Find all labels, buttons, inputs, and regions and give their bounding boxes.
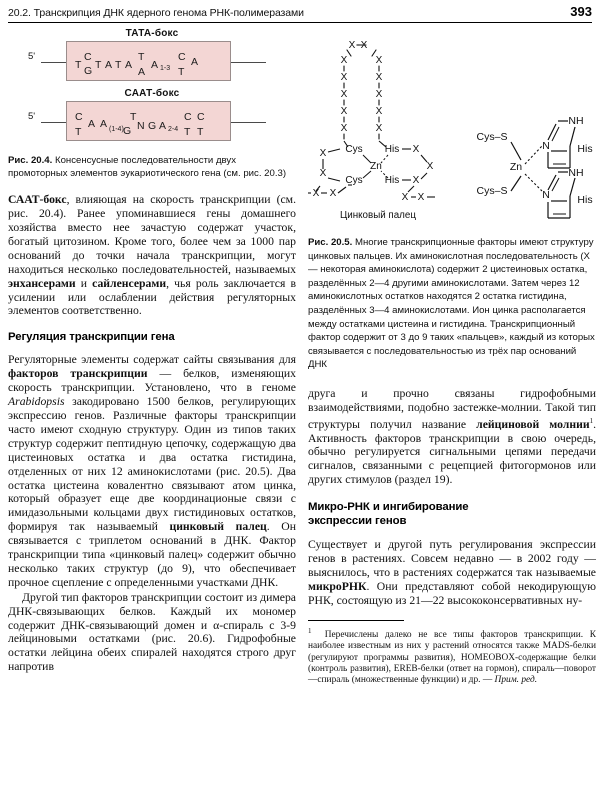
- caat-base-0: C: [75, 111, 83, 123]
- running-head: [8, 4, 592, 24]
- cys-s-label: Cys–S: [476, 131, 508, 143]
- footnote-body: Перечислены далеко не все типы факторов транскрипции. К наиболее известным из них у растений относятся также MADS-белки (регулируют программы развития), HOMEOBOX-содержащие белки (контроль развития), EREB-белки (ответ на гормон), спираль—поворот—спираль (множественные функции) и др. —: [308, 629, 597, 686]
- running-head-title: 20.2. Транскрипция ДНК ядерного генома РНК-полимеразами: [8, 7, 304, 19]
- tata-base-11: C: [178, 51, 186, 63]
- tata-base-12: T: [178, 66, 185, 78]
- left-p1-c: , чья роль заключается в усилении или ослаблении действия регуляторных элементов соответственно.: [8, 276, 296, 318]
- x-residue-icon: X: [375, 55, 383, 66]
- x-residue-icon: X: [340, 89, 348, 100]
- section-heading-microrna-line1: Микро-РНК и ингибирование: [308, 501, 469, 514]
- his-residue-label: His: [577, 194, 593, 206]
- caat-base-3: A: [100, 118, 108, 130]
- caat-base-8: G: [148, 120, 157, 132]
- tata-box-block: [8, 28, 296, 81]
- figure-20-5-caption-text: Многие транскрипционные факторы имеют структуру цинковых пальцев. Их аминокислотная последовательность (X — некоторая аминокислота) содержит 2 цистеиновых остатка, разделённых 2—4 другими аминокислотами. Затем через 12 аминокислотных остатков находятся 2 остатка гистидина, разделённых 3—4 аминокислотами. Ион цинка располагается между остатками цистеина и гистидина. Транскрипционный фактор содержит от 3 до 9 таких «пальцев», каждый из которых связывается с последовательностью из трёх пар оснований ДНК: [308, 237, 595, 371]
- tata-base-8: A: [138, 66, 146, 78]
- x-residue-icon: X: [417, 192, 425, 203]
- caat-base-5: G: [123, 125, 132, 137]
- tata-five-prime-label: 5': [28, 51, 36, 62]
- transcription-factors-term: факторов транскрипции: [8, 367, 148, 381]
- x-residue-icon: X: [319, 168, 327, 179]
- footnote-block: [308, 620, 596, 687]
- figure-20-5-caption: [308, 236, 596, 372]
- nh-label: NH: [568, 167, 584, 179]
- section-heading-microrna-line2: экспрессии генов: [308, 515, 407, 528]
- nh-label: NH: [568, 115, 584, 127]
- x-residue-icon: X: [375, 89, 383, 100]
- x-residue-icon: X: [412, 175, 420, 186]
- left-p3: Другой тип факторов транскрипции состоит из димера ДНК-связывающих белков. Каждый их мономер содержит ДНК-связывающий домен и α-спираль с 3-9 лейциновыми остатками (рис. 20.6). Гидрофобные остатки лейцина обеих спиралей находятся строго друг напротив: [8, 590, 296, 674]
- left-p2-b: — белков, изменяющих скорость транскрипции. Установлено, что в геноме: [8, 367, 296, 395]
- figure-20-4-caption-label: Рис. 20.4.: [8, 155, 53, 166]
- tata-base-13: A: [191, 56, 199, 68]
- caat-base-14: T: [197, 126, 204, 138]
- caat-base-13: T: [184, 126, 191, 138]
- caat-base-9: A: [159, 120, 167, 132]
- x-residue-icon: X: [360, 40, 368, 51]
- caat-base-6: T: [130, 111, 137, 123]
- tata-box-row: [8, 41, 296, 81]
- left-p2-a: Регуляторные элементы содержат сайты связывания для: [8, 353, 296, 367]
- caat-base-2: A: [88, 118, 96, 130]
- caat-base-10: 2-4: [168, 126, 179, 133]
- right-paragraph-1: [308, 387, 596, 487]
- tata-base-4: A: [105, 59, 113, 71]
- x-residue-icon: X: [375, 123, 383, 134]
- tata-base-5: T: [115, 59, 122, 71]
- zinc-finger-diagram: [308, 28, 596, 228]
- caat-five-prime-label: 5': [28, 111, 36, 122]
- left-paragraph-2: [8, 353, 296, 589]
- right-p2-b: . Они представляют собой некодирующую РНК, состоящую из 21—22 высококонсервативных ну-: [308, 579, 596, 607]
- x-residue-icon: X: [340, 123, 348, 134]
- x-residue-icon: X: [340, 106, 348, 117]
- figure-20-4: [8, 28, 296, 146]
- left-p2-d: . Он связывается с триплетом оснований в ДНК. Фактор транскрипции типа «цинковый палец» содержит обычно несколько таких структур (до 9), что обеспечивает прочное сцепление с определенными участками ДНК.: [8, 520, 296, 589]
- figure-20-4-caption-text: Консенсусные последовательности двух промоторных элементов эукариотического гена (см. рис. 20.3): [8, 155, 287, 179]
- footnote-marker: 1: [308, 626, 312, 635]
- footnote-text: [308, 626, 596, 687]
- zinc-atom-label: Zn: [370, 161, 382, 172]
- tata-sequence-letters: [67, 42, 232, 82]
- microrna-term: микроРНК: [308, 579, 367, 593]
- header-divider: [8, 22, 592, 23]
- tata-base-0: T: [75, 59, 82, 71]
- caat-base-7: N: [137, 120, 145, 132]
- left-p2-c: закодировано 1500 белков, регулирующих экспрессию генов. Различные факторы транскрипции часто имеют сходную структуру. Один из типов таких структур содержит пептидную цепочку, содержащую два цистеиновых остатка и два остатка гистидина, отделенных от них 12 аминокислотами (рис. 20.5). Два остатка цистеина ковалентно связывают атом цинка, который образует еще две координационые связи с имидазольными кольцами двух гистидиновых остатков, формируя так называемый: [8, 395, 296, 534]
- x-residue-icon: X: [329, 188, 337, 199]
- caat-base-4: (1-4): [109, 126, 124, 133]
- section-heading-microrna: [308, 500, 596, 528]
- x-residue-icon: X: [375, 72, 383, 83]
- his-residue-label: His: [577, 143, 593, 155]
- zinc-finger-caption-label: Цинковый палец: [340, 210, 416, 221]
- right-paragraph-2: [308, 538, 596, 608]
- left-paragraph-1: [8, 193, 296, 318]
- caat-base-1: T: [75, 126, 82, 138]
- tata-strand-left: [41, 62, 67, 63]
- x-residue-icon: X: [340, 55, 348, 66]
- his-residue-label: His: [384, 144, 400, 155]
- page-number: 393: [570, 4, 592, 19]
- silencers-term: сайленсерами: [92, 276, 167, 290]
- arabidopsis-term: Arabidopsis: [8, 395, 65, 409]
- tata-strand-right: [230, 62, 266, 63]
- left-column: [8, 28, 296, 674]
- tata-box-title: ТАТА-бокс: [125, 28, 179, 39]
- zinc-atom-label: Zn: [509, 161, 523, 173]
- cys-s-label: Cys–S: [476, 185, 508, 197]
- nitrogen-label: N: [542, 140, 550, 152]
- caat-base-11: C: [184, 111, 192, 123]
- caat-strand-left: [41, 122, 67, 123]
- tata-base-2: G: [84, 65, 93, 77]
- x-residue-icon: X: [340, 72, 348, 83]
- nitrogen-label: N: [542, 189, 550, 201]
- tata-base-1: C: [84, 51, 92, 63]
- caat-box-block: [8, 88, 296, 141]
- right-p1-b: . Активность факторов транскрипции в свою очередь, обычно регулируется сигнальными цепями передачи сигналов, связанными с рецепцией фитогормонов или других стимулов (раздел 19).: [308, 417, 596, 487]
- right-p1-a: друга и прочно связаны гидрофобными взаимодействиями, подобно застежке-молнии. Такой тип структуры получил название: [308, 386, 596, 431]
- right-p2-a: Существует и другой путь регулирования экспрессии генов в растениях. Совсем недавно — в 2002 году — выяснилось, что в растениях содержатся так называемые: [308, 538, 596, 579]
- section-heading-gene-transcription-regulation: Регуляция транскрипции гена: [8, 331, 175, 344]
- cys-residue-label: Cys: [345, 175, 363, 186]
- tata-base-10: 1-3: [160, 65, 171, 72]
- footnote-divider: [308, 620, 404, 621]
- right-column: [308, 28, 596, 687]
- caat-box-title: СААТ-бокс: [124, 88, 180, 99]
- x-residue-icon: X: [312, 188, 320, 199]
- enhancers-term: энхансерами: [8, 276, 76, 290]
- x-residue-icon: X: [319, 148, 327, 159]
- x-residue-icon: X: [412, 144, 420, 155]
- figure-20-5-artwork: [308, 28, 596, 228]
- caat-sequence-letters: [67, 102, 232, 142]
- cys-residue-label: Cys: [345, 144, 363, 155]
- caat-box-term: СААТ-бокс: [8, 193, 67, 207]
- his-residue-label: His: [384, 175, 400, 186]
- caat-strand-right: [230, 122, 266, 123]
- caat-box-rect: [66, 101, 231, 141]
- tata-box-rect: [66, 41, 231, 81]
- x-residue-icon: X: [426, 161, 434, 172]
- figure-20-4-caption: [8, 155, 296, 180]
- x-residue-icon: X: [401, 192, 409, 203]
- leucine-zipper-term: лейциновой молнии: [476, 417, 590, 431]
- tata-base-3: T: [95, 59, 102, 71]
- tata-base-7: T: [138, 51, 145, 63]
- tata-base-6: A: [125, 59, 133, 71]
- footnote-reference[interactable]: 1: [589, 416, 594, 425]
- tata-base-9: A: [151, 59, 159, 71]
- left-p1-a: , влияющая на скорость транскрипции (см. рис. 20.4). Ранее упоминавшиеся гены домашнего хозяйства вместо нее зачастую содержат участок, богатый цитозином. Кроме того, более чем за 1000 пар оснований до точки начала транскрипции, могут находиться несколько последовательностей, называемых: [8, 193, 296, 276]
- caat-box-row: [8, 101, 296, 141]
- caat-base-12: C: [197, 111, 205, 123]
- figure-20-5-caption-label: Рис. 20.5.: [308, 237, 353, 248]
- x-residue-icon: X: [375, 106, 383, 117]
- footnote-editor-note: Прим. ред.: [494, 675, 538, 686]
- left-p1-mid: и: [75, 276, 93, 290]
- zinc-finger-term: цинковый палец: [169, 520, 267, 534]
- left-paragraph-3: [8, 591, 296, 674]
- x-residue-icon: X: [348, 40, 356, 51]
